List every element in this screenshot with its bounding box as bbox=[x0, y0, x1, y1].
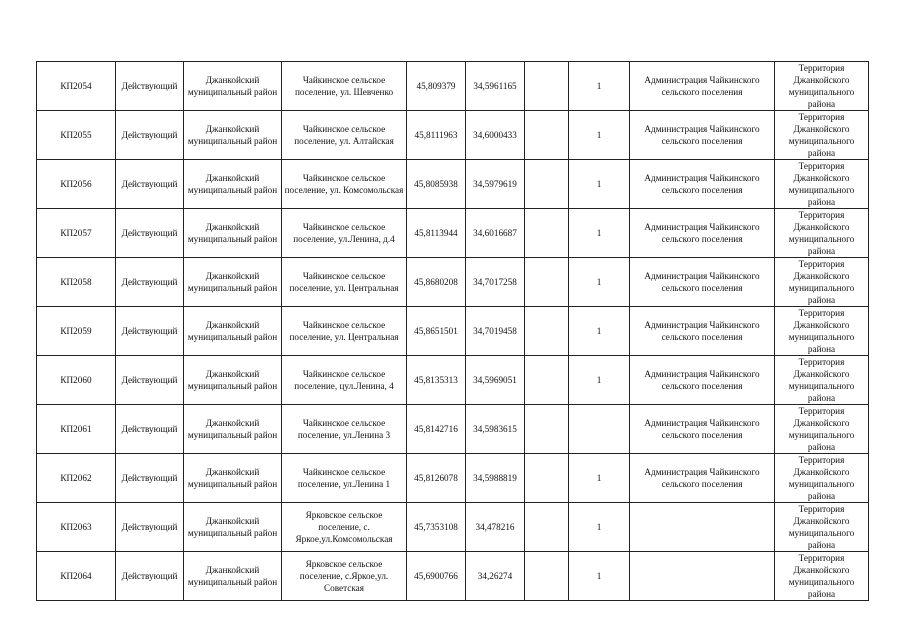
cell-owner: Администрация Чайкинского сельского поселения bbox=[630, 405, 775, 454]
cell-address: Чайкинское сельское поселение, ул. Центральная bbox=[282, 258, 407, 307]
cell-territory: Территория Джанкойского муниципального района bbox=[775, 62, 869, 111]
cell-empty bbox=[525, 356, 569, 405]
cell-lon: 34,5979619 bbox=[466, 160, 525, 209]
cell-code: КП2054 bbox=[37, 62, 116, 111]
cell-owner bbox=[630, 503, 775, 552]
cell-lon: 34,478216 bbox=[466, 503, 525, 552]
cell-district: Джанкойский муниципальный район bbox=[184, 258, 282, 307]
cell-address: Чайкинское сельское поселение, ул. Шевченко bbox=[282, 62, 407, 111]
cell-status: Действующий bbox=[116, 160, 184, 209]
cell-territory: Территория Джанкойского муниципального района bbox=[775, 160, 869, 209]
cell-count: 1 bbox=[569, 62, 630, 111]
cell-count: 1 bbox=[569, 454, 630, 503]
cell-territory: Территория Джанкойского муниципального района bbox=[775, 405, 869, 454]
cell-count: 1 bbox=[569, 503, 630, 552]
cell-district: Джанкойский муниципальный район bbox=[184, 454, 282, 503]
cell-empty bbox=[525, 503, 569, 552]
cell-owner: Администрация Чайкинского сельского поселения bbox=[630, 160, 775, 209]
cell-lon: 34,5983615 bbox=[466, 405, 525, 454]
table-row bbox=[37, 356, 869, 405]
cell-territory: Территория Джанкойского муниципального района bbox=[775, 356, 869, 405]
cell-empty bbox=[525, 209, 569, 258]
cell-lat: 45,8126078 bbox=[407, 454, 466, 503]
cell-lon: 34,7017258 bbox=[466, 258, 525, 307]
cell-lon: 34,6016687 bbox=[466, 209, 525, 258]
cell-territory: Территория Джанкойского муниципального района bbox=[775, 503, 869, 552]
cell-code: КП2058 bbox=[37, 258, 116, 307]
table-row bbox=[37, 111, 869, 160]
cell-status: Действующий bbox=[116, 405, 184, 454]
table-row bbox=[37, 160, 869, 209]
cell-count: 1 bbox=[569, 356, 630, 405]
cell-district: Джанкойский муниципальный район bbox=[184, 552, 282, 601]
cell-code: КП2059 bbox=[37, 307, 116, 356]
cell-status: Действующий bbox=[116, 503, 184, 552]
cell-lat: 45,7353108 bbox=[407, 503, 466, 552]
cell-territory: Территория Джанкойского муниципального района bbox=[775, 258, 869, 307]
cell-status: Действующий bbox=[116, 209, 184, 258]
cell-lat: 45,8680208 bbox=[407, 258, 466, 307]
cell-owner: Администрация Чайкинского сельского поселения bbox=[630, 307, 775, 356]
registry-table bbox=[36, 61, 869, 601]
cell-status: Действующий bbox=[116, 552, 184, 601]
cell-code: КП2062 bbox=[37, 454, 116, 503]
cell-district: Джанкойский муниципальный район bbox=[184, 160, 282, 209]
cell-status: Действующий bbox=[116, 356, 184, 405]
cell-status: Действующий bbox=[116, 307, 184, 356]
cell-owner: Администрация Чайкинского сельского поселения bbox=[630, 258, 775, 307]
cell-empty bbox=[525, 160, 569, 209]
cell-owner: Администрация Чайкинского сельского поселения bbox=[630, 356, 775, 405]
cell-status: Действующий bbox=[116, 454, 184, 503]
cell-status: Действующий bbox=[116, 258, 184, 307]
table-body bbox=[37, 62, 869, 601]
cell-territory: Территория Джанкойского муниципального района bbox=[775, 552, 869, 601]
cell-address: Чайкинское сельское поселение, цул.Ленина, 4 bbox=[282, 356, 407, 405]
cell-lat: 45,6900766 bbox=[407, 552, 466, 601]
cell-territory: Территория Джанкойского муниципального района bbox=[775, 307, 869, 356]
cell-district: Джанкойский муниципальный район bbox=[184, 111, 282, 160]
cell-lat: 45,8085938 bbox=[407, 160, 466, 209]
cell-owner: Администрация Чайкинского сельского поселения bbox=[630, 209, 775, 258]
cell-district: Джанкойский муниципальный район bbox=[184, 307, 282, 356]
cell-count: 1 bbox=[569, 258, 630, 307]
cell-code: КП2063 bbox=[37, 503, 116, 552]
cell-lat: 45,809379 bbox=[407, 62, 466, 111]
table-row bbox=[37, 454, 869, 503]
cell-code: КП2055 bbox=[37, 111, 116, 160]
cell-code: КП2061 bbox=[37, 405, 116, 454]
cell-empty bbox=[525, 307, 569, 356]
table-row bbox=[37, 405, 869, 454]
table-row bbox=[37, 307, 869, 356]
cell-address: Чайкинское сельское поселение, ул.Ленина 3 bbox=[282, 405, 407, 454]
cell-count: 1 bbox=[569, 111, 630, 160]
table-row bbox=[37, 209, 869, 258]
cell-lat: 45,8113944 bbox=[407, 209, 466, 258]
cell-empty bbox=[525, 62, 569, 111]
cell-address: Чайкинское сельское поселение, ул.Ленина, д.4 bbox=[282, 209, 407, 258]
cell-territory: Территория Джанкойского муниципального района bbox=[775, 454, 869, 503]
cell-territory: Территория Джанкойского муниципального района bbox=[775, 111, 869, 160]
cell-lat: 45,8142716 bbox=[407, 405, 466, 454]
cell-owner: Администрация Чайкинского сельского поселения bbox=[630, 62, 775, 111]
cell-count: 1 bbox=[569, 552, 630, 601]
cell-empty bbox=[525, 454, 569, 503]
cell-lon: 34,5961165 bbox=[466, 62, 525, 111]
cell-empty bbox=[525, 405, 569, 454]
table-row bbox=[37, 258, 869, 307]
cell-lat: 45,8135313 bbox=[407, 356, 466, 405]
cell-lon: 34,7019458 bbox=[466, 307, 525, 356]
cell-count: 1 bbox=[569, 160, 630, 209]
cell-district: Джанкойский муниципальный район bbox=[184, 503, 282, 552]
cell-lat: 45,8111963 bbox=[407, 111, 466, 160]
cell-empty bbox=[525, 552, 569, 601]
cell-district: Джанкойский муниципальный район bbox=[184, 62, 282, 111]
cell-owner: Администрация Чайкинского сельского поселения bbox=[630, 111, 775, 160]
cell-empty bbox=[525, 111, 569, 160]
cell-count: 1 bbox=[569, 209, 630, 258]
cell-district: Джанкойский муниципальный район bbox=[184, 356, 282, 405]
cell-count bbox=[569, 405, 630, 454]
cell-empty bbox=[525, 258, 569, 307]
cell-address: Чайкинское сельское поселение, ул. Комсомольская bbox=[282, 160, 407, 209]
cell-code: КП2056 bbox=[37, 160, 116, 209]
cell-lon: 34,5969051 bbox=[466, 356, 525, 405]
cell-lon: 34,6000433 bbox=[466, 111, 525, 160]
cell-territory: Территория Джанкойского муниципального района bbox=[775, 209, 869, 258]
cell-lon: 34,5988819 bbox=[466, 454, 525, 503]
cell-address: Чайкинское сельское поселение, ул. Центральная bbox=[282, 307, 407, 356]
cell-owner bbox=[630, 552, 775, 601]
cell-district: Джанкойский муниципальный район bbox=[184, 209, 282, 258]
table-row bbox=[37, 552, 869, 601]
table-row bbox=[37, 62, 869, 111]
cell-status: Действующий bbox=[116, 111, 184, 160]
cell-address: Ярковское сельское поселение, с.Яркое,ул. Советская bbox=[282, 552, 407, 601]
cell-code: КП2057 bbox=[37, 209, 116, 258]
cell-lon: 34,26274 bbox=[466, 552, 525, 601]
cell-district: Джанкойский муниципальный район bbox=[184, 405, 282, 454]
cell-code: КП2064 bbox=[37, 552, 116, 601]
cell-owner: Администрация Чайкинского сельского поселения bbox=[630, 454, 775, 503]
cell-code: КП2060 bbox=[37, 356, 116, 405]
cell-lat: 45,8651501 bbox=[407, 307, 466, 356]
cell-count: 1 bbox=[569, 307, 630, 356]
cell-address: Чайкинское сельское поселение, ул. Алтайская bbox=[282, 111, 407, 160]
cell-address: Чайкинское сельское поселение, ул.Ленина 1 bbox=[282, 454, 407, 503]
cell-status: Действующий bbox=[116, 62, 184, 111]
table-row bbox=[37, 503, 869, 552]
cell-address: Ярковское сельское поселение, с. Яркое,ул.Комсомольская bbox=[282, 503, 407, 552]
